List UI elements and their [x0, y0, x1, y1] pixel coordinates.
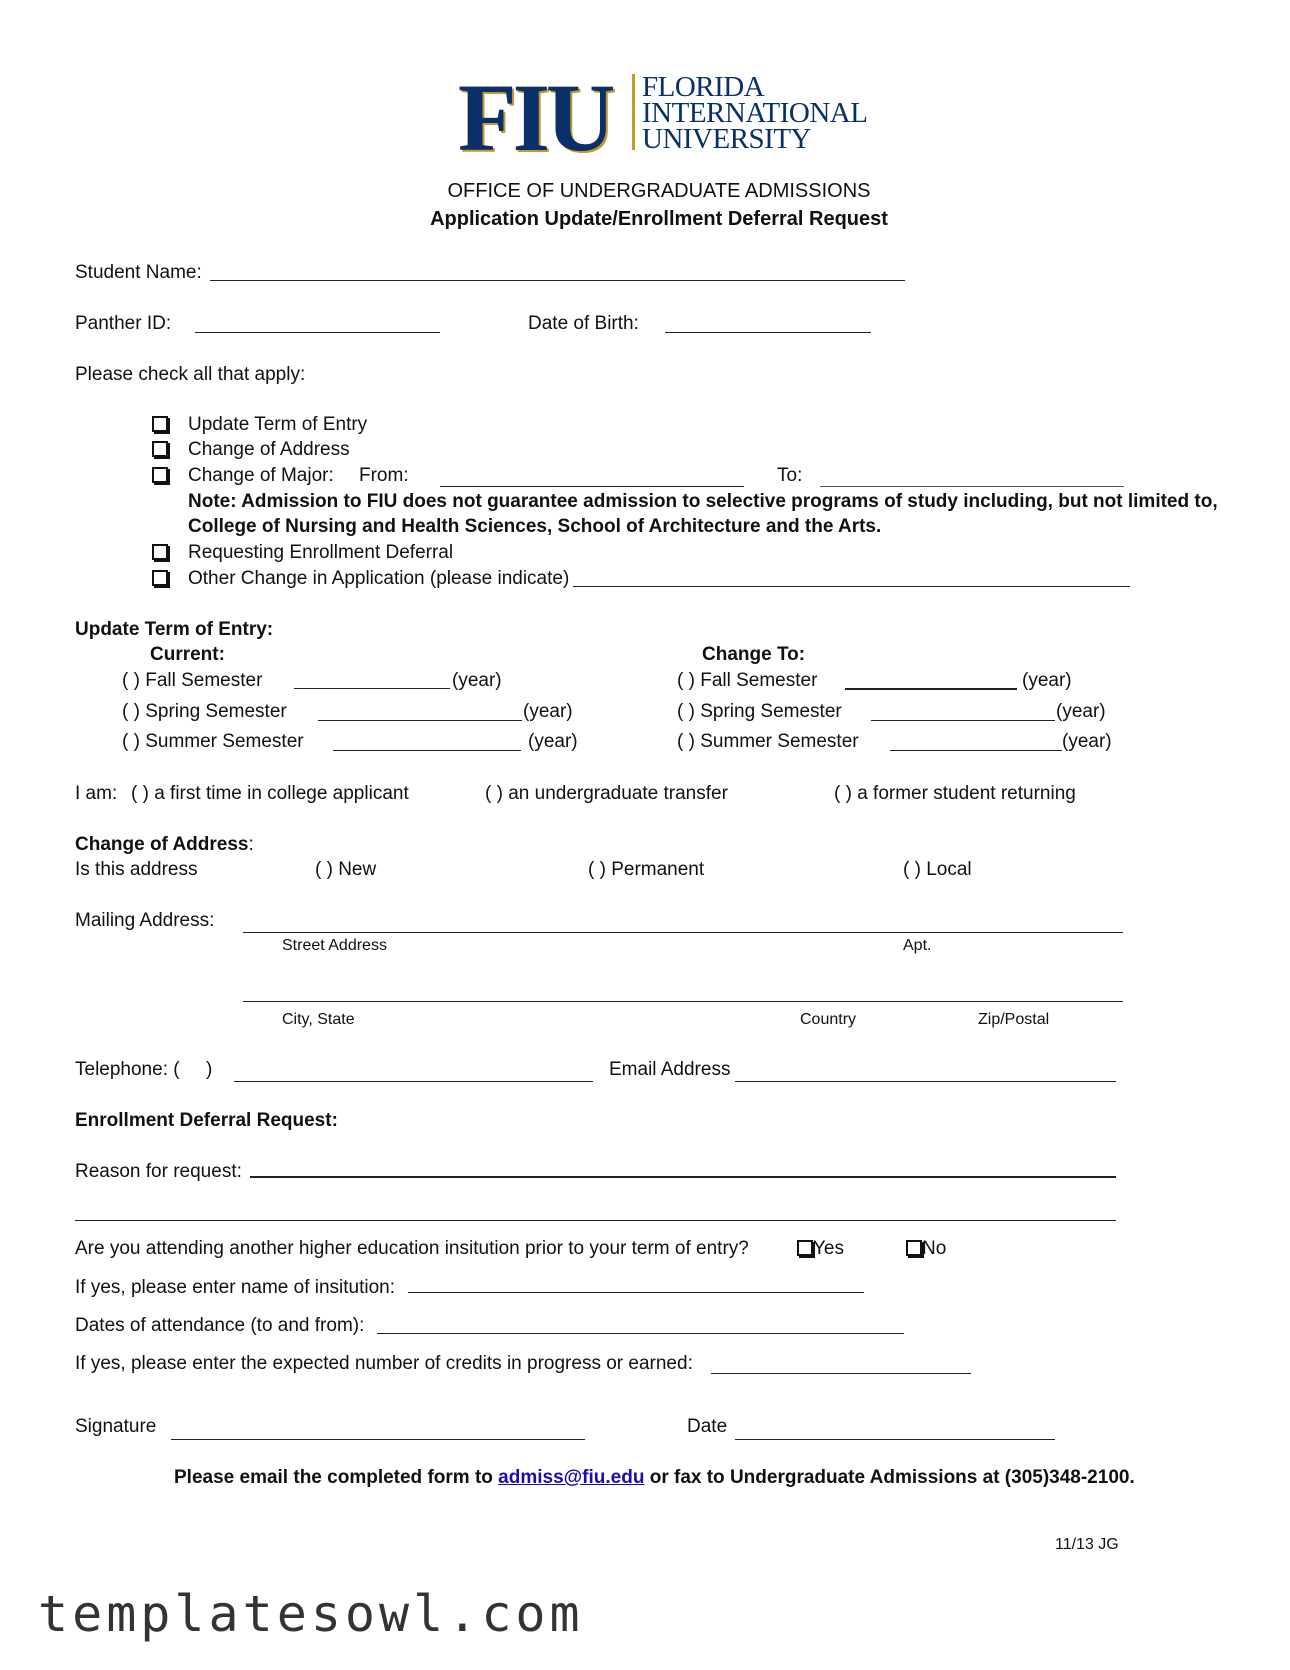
current-fall-year-field[interactable] — [294, 688, 450, 689]
note-line-1: Note: Admission to FIU does not guarantee admission to selective programs of study including, but not limited to, — [188, 491, 1218, 512]
change-spring-year-label: (year) — [1056, 701, 1106, 722]
change-major-label: Change of Major: — [188, 465, 334, 486]
iam-label: I am: — [75, 783, 118, 804]
street-address-caption: Street Address — [282, 937, 387, 954]
address-heading — [75, 834, 254, 856]
change-fall-year-label: (year) — [1022, 670, 1072, 691]
attending-question: Are you attending another higher education insitution prior to your term of entry? — [75, 1238, 749, 1259]
logo-line-3: UNIVERSITY — [642, 123, 811, 155]
logo-line-2: INTERNATIONAL — [642, 97, 868, 129]
current-heading: Current: — [150, 644, 225, 665]
dob-field[interactable] — [665, 332, 871, 333]
city-state-caption: City, State — [282, 1011, 355, 1028]
country-caption: Country — [800, 1011, 857, 1028]
form-title: Application Update/Enrollment Deferral Request — [430, 208, 888, 230]
reason-label: Reason for request: — [75, 1161, 242, 1182]
change-summer-year-label: (year) — [1062, 731, 1112, 752]
apt-caption: Apt. — [903, 937, 932, 954]
attending-no-checkbox[interactable] — [906, 1240, 922, 1256]
submission-post: or fax to Undergraduate Admissions at (305)348-2100. — [644, 1467, 1135, 1488]
major-to-label: To: — [777, 465, 803, 486]
iam-transfer[interactable]: ( ) an undergraduate transfer — [485, 783, 728, 804]
student-name-label: Student Name: — [75, 262, 202, 283]
change-address-checkbox[interactable] — [152, 441, 168, 457]
current-fall[interactable]: ( ) Fall Semester — [122, 670, 263, 691]
other-change-label: Other Change in Application (please indicate) — [188, 568, 570, 589]
other-change-checkbox[interactable] — [152, 570, 168, 586]
dates-attendance-field[interactable] — [377, 1333, 904, 1334]
mailing-address-label: Mailing Address: — [75, 910, 215, 931]
change-fall-year-field[interactable] — [845, 688, 1017, 690]
submission-pre: Please email the completed form to — [174, 1467, 499, 1488]
city-state-field[interactable] — [243, 1001, 1123, 1002]
attending-yes-checkbox[interactable] — [797, 1240, 813, 1256]
current-fall-year-label: (year) — [452, 670, 502, 691]
iam-former[interactable]: ( ) a former student returning — [834, 783, 1076, 804]
deferral-heading: Enrollment Deferral Request: — [75, 1110, 338, 1131]
change-summer[interactable]: ( ) Summer Semester — [677, 731, 859, 752]
submission-instructions — [174, 1467, 1135, 1489]
change-fall[interactable]: ( ) Fall Semester — [677, 670, 818, 691]
address-new-option[interactable]: ( ) New — [315, 859, 377, 880]
current-spring[interactable]: ( ) Spring Semester — [122, 701, 287, 722]
panther-id-field[interactable] — [195, 332, 440, 333]
institution-name-label: If yes, please enter name of insitution: — [75, 1277, 396, 1298]
current-summer-year-field[interactable] — [333, 750, 521, 751]
iam-first-time[interactable]: ( ) a first time in college applicant — [131, 783, 409, 804]
attending-no-label: No — [922, 1238, 947, 1259]
date-label: Date — [687, 1416, 728, 1437]
email-label: Email Address — [609, 1059, 731, 1080]
current-summer[interactable]: ( ) Summer Semester — [122, 731, 304, 752]
reason-field-line-2[interactable] — [75, 1220, 1116, 1221]
update-term-label: Update Term of Entry — [188, 414, 368, 435]
other-change-field[interactable] — [573, 586, 1130, 587]
logo-divider — [632, 74, 635, 150]
panther-id-label: Panther ID: — [75, 313, 172, 334]
change-spring[interactable]: ( ) Spring Semester — [677, 701, 842, 722]
current-summer-year-label: (year) — [528, 731, 578, 752]
form-code: 11/13 JG — [1055, 1536, 1119, 1553]
major-to-field[interactable] — [820, 486, 1124, 487]
office-title: OFFICE OF UNDERGRADUATE ADMISSIONS — [447, 180, 871, 202]
student-name-field[interactable] — [210, 280, 905, 281]
change-summer-year-field[interactable] — [890, 750, 1062, 751]
logo-abbr: FIU — [458, 64, 612, 171]
attending-yes-label: Yes — [813, 1238, 844, 1259]
deferral-checkbox[interactable] — [152, 544, 168, 560]
dates-attendance-label: Dates of attendance (to and from): — [75, 1315, 365, 1336]
dob-label: Date of Birth: — [528, 313, 639, 334]
major-from-label: From: — [359, 465, 409, 486]
address-heading-colon: : — [248, 834, 254, 855]
check-all-instruction: Please check all that apply: — [75, 364, 306, 385]
change-address-label: Change of Address — [188, 439, 350, 460]
date-field[interactable] — [735, 1439, 1055, 1440]
logo-line-1: FLORIDA — [642, 71, 765, 103]
change-spring-year-field[interactable] — [871, 720, 1055, 721]
signature-field[interactable] — [171, 1439, 585, 1440]
current-spring-year-label: (year) — [523, 701, 573, 722]
credits-label: If yes, please enter the expected number of credits in progress or earned: — [75, 1353, 693, 1374]
watermark: templatesowl.com — [38, 1585, 584, 1643]
current-spring-year-field[interactable] — [318, 720, 522, 721]
change-major-checkbox[interactable] — [152, 467, 168, 483]
term-heading: Update Term of Entry: — [75, 619, 274, 640]
admissions-email-link[interactable]: admiss@fiu.edu — [498, 1467, 645, 1488]
email-field[interactable] — [735, 1081, 1116, 1082]
signature-label: Signature — [75, 1416, 157, 1437]
note-line-2: College of Nursing and Health Sciences, School of Architecture and the Arts. — [188, 516, 882, 537]
reason-field-line-1[interactable] — [250, 1176, 1116, 1178]
change-to-heading: Change To: — [702, 644, 806, 665]
address-heading-text: Change of Address — [75, 834, 249, 855]
credits-field[interactable] — [711, 1373, 971, 1374]
zip-caption: Zip/Postal — [978, 1011, 1050, 1028]
telephone-label: Telephone: ( ) — [75, 1059, 213, 1080]
is-this-address-label: Is this address — [75, 859, 198, 880]
institution-name-field[interactable] — [408, 1292, 864, 1293]
address-permanent-option[interactable]: ( ) Permanent — [588, 859, 705, 880]
deferral-label: Requesting Enrollment Deferral — [188, 542, 454, 563]
update-term-checkbox[interactable] — [152, 416, 168, 432]
telephone-field[interactable] — [234, 1081, 593, 1082]
address-local-option[interactable]: ( ) Local — [903, 859, 972, 880]
street-address-field[interactable] — [243, 932, 1123, 933]
major-from-field[interactable] — [440, 486, 744, 487]
